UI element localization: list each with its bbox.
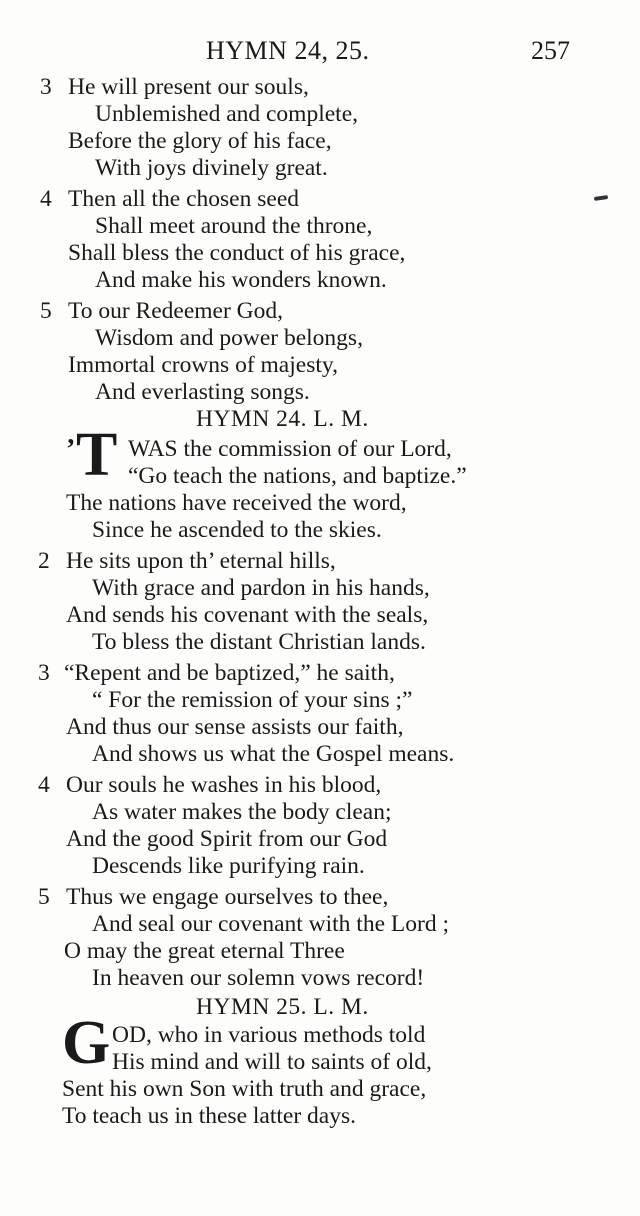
stanza-line: And seal our covenant with the Lord ; — [92, 911, 449, 937]
stanza-line: OD, who in various methods told — [112, 1022, 426, 1048]
stanza-line: To teach us in these latter days. — [62, 1103, 356, 1129]
stanza-line: With grace and pardon in his hands, — [92, 575, 430, 601]
stanza-line: To bless the distant Christian lands. — [92, 629, 426, 655]
running-title: HYMN 24, 25. — [206, 36, 370, 65]
stanza-line: And make his wonders known. — [95, 267, 387, 293]
stanza-line: And thus our sense assists our faith, — [66, 714, 404, 740]
stanza-line: Our souls he washes in his blood, — [66, 772, 382, 798]
stanza-line: With joys divinely great. — [95, 155, 328, 181]
stanza-line: And everlasting songs. — [95, 379, 310, 405]
stanza-line: O may the great eternal Three — [64, 938, 345, 964]
stanza-line: “Go teach the nations, and baptize.” — [128, 463, 467, 489]
stanza-line: Descends like purifying rain. — [92, 853, 365, 879]
stanza-number: 5 — [38, 884, 50, 910]
stanza-line: He will present our souls, — [68, 74, 309, 100]
drop-cap: T — [76, 421, 118, 489]
stanza-line: And the good Spirit from our God — [66, 826, 388, 852]
page-header — [0, 36, 640, 70]
stanza-line: He sits upon th’ eternal hills, — [66, 548, 336, 574]
stanza-line: Since he ascended to the skies. — [92, 517, 382, 543]
hymn-title: HYMN 24. L. M. — [196, 406, 369, 432]
stanza-line: Then all the chosen seed — [68, 186, 299, 212]
stanza-line: Sent his own Son with truth and grace, — [62, 1076, 427, 1102]
stanza-line: “Repent and be baptized,” he saith, — [64, 660, 395, 686]
stanza-number: 3 — [38, 660, 50, 686]
stanza-line: His mind and will to saints of old, — [112, 1049, 432, 1075]
stanza-line: To our Redeemer God, — [68, 298, 284, 324]
stanza-line: Wisdom and power belongs, — [95, 325, 363, 351]
stanza-number: 5 — [40, 298, 52, 324]
stanza-line: Before the glory of his face, — [68, 128, 332, 154]
page-number: 257 — [531, 36, 570, 65]
apostrophe: ’ — [66, 434, 76, 465]
stanza-number: 4 — [40, 186, 52, 212]
stanza-line: Thus we engage ourselves to thee, — [66, 884, 389, 910]
stanza-number: 3 — [40, 74, 52, 100]
stanza-line: As water makes the body clean; — [92, 799, 392, 825]
stanza-line: Shall bless the conduct of his grace, — [68, 240, 406, 266]
stanza-line: In heaven our solemn vows record! — [92, 965, 425, 991]
stanza-line: Unblemished and complete, — [95, 101, 358, 127]
stanza-line: And shows us what the Gospel means. — [92, 741, 455, 767]
stanza-number: 4 — [38, 772, 50, 798]
margin-mark — [594, 195, 608, 201]
drop-cap: G — [62, 1009, 111, 1077]
stanza-line: “ For the remission of your sins ;” — [92, 687, 413, 713]
stanza-number: 2 — [38, 548, 50, 574]
stanza-line: Shall meet around the throne, — [95, 213, 373, 239]
stanza-line: The nations have received the word, — [66, 490, 407, 516]
stanza-line: Immortal crowns of majesty, — [68, 352, 338, 378]
stanza-line: And sends his covenant with the seals, — [66, 602, 429, 628]
hymn-title: HYMN 25. L. M. — [196, 994, 369, 1020]
stanza-line: WAS the commission of our Lord, — [128, 436, 452, 462]
